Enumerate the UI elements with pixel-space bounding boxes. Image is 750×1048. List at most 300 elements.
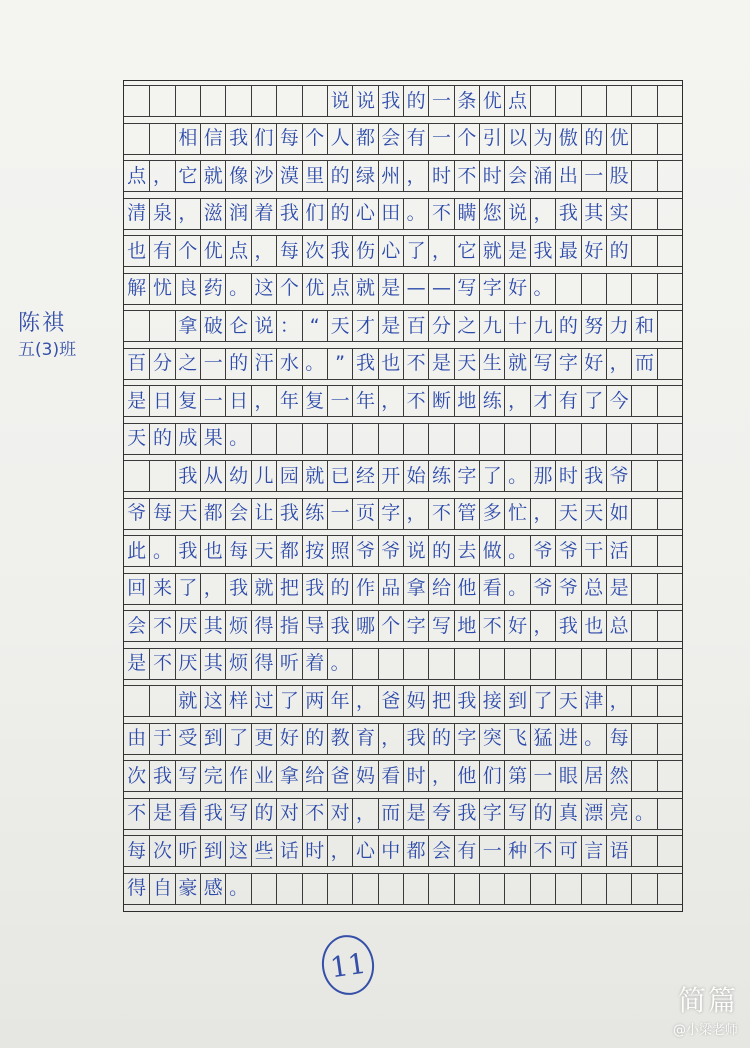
- grid-cell: 对: [327, 799, 352, 829]
- grid-cell: 是: [378, 274, 403, 304]
- grid-cell: 复: [175, 386, 200, 416]
- grid-cell: 。: [149, 536, 174, 566]
- grid-cell: 个: [454, 124, 479, 154]
- grid-cell: 把: [428, 686, 453, 716]
- grid-cell: 一: [200, 386, 225, 416]
- grid-cell: 九: [479, 311, 504, 341]
- grid-cell: 。: [581, 724, 606, 754]
- grid-cell: [631, 536, 656, 566]
- grid-cell: 了: [403, 236, 428, 266]
- grid-cell: 如: [606, 499, 631, 529]
- essay-line: [124, 423, 682, 455]
- grid-cell: 教: [327, 724, 352, 754]
- grid-cell: 天: [127, 427, 147, 449]
- grid-cell: 优: [302, 274, 327, 304]
- grid-cell: 过: [251, 686, 276, 716]
- grid-cell: 好: [276, 724, 301, 754]
- grid-cell: [657, 536, 682, 566]
- grid-cell: 得: [251, 611, 276, 641]
- grid-cell: [657, 236, 682, 266]
- grid-cell: 里: [302, 161, 327, 191]
- grid-cell: 年: [352, 386, 377, 416]
- writing-grid: [123, 80, 683, 912]
- grid-cell: 页: [352, 499, 377, 529]
- grid-cell: 的: [555, 311, 580, 341]
- grid-cell: [581, 424, 606, 454]
- grid-cell: 飞: [504, 724, 529, 754]
- grid-cell: 爸: [327, 761, 352, 791]
- grid-cell: 们: [251, 124, 276, 154]
- grid-cell: 了: [175, 574, 200, 604]
- grid-cell: 信: [200, 124, 225, 154]
- grid-cell: 着: [251, 199, 276, 229]
- grid-cell: 其: [200, 649, 225, 679]
- grid-cell: 爷: [352, 536, 377, 566]
- grid-cell: [403, 874, 428, 904]
- grid-cell: [657, 424, 682, 454]
- grid-cell: 漠: [276, 161, 301, 191]
- grid-cell: 我: [581, 461, 606, 491]
- grid-cell: 亮: [606, 799, 631, 829]
- grid-cell: 每: [225, 536, 250, 566]
- grid-cell: 的: [251, 799, 276, 829]
- grid-cell: 。: [504, 461, 529, 491]
- grid-cell: 涌: [530, 161, 555, 191]
- grid-cell: 猛: [530, 724, 555, 754]
- grid-cell: 写: [530, 349, 555, 379]
- grid-cell: 我: [403, 724, 428, 754]
- grid-cell: 每: [276, 236, 301, 266]
- grid-cell: 是: [428, 349, 453, 379]
- grid-cell: —: [403, 274, 428, 304]
- grid-cell: 由: [127, 727, 147, 749]
- grid-cell: 练: [302, 499, 327, 529]
- grid-cell: [631, 686, 656, 716]
- grid-cell: [606, 874, 631, 904]
- grid-cell: 作: [225, 761, 250, 791]
- grid-cell: 今: [606, 386, 631, 416]
- grid-cell: [378, 424, 403, 454]
- grid-cell: 。: [225, 874, 250, 904]
- grid-cell: 总: [581, 574, 606, 604]
- grid-cell: 了: [479, 461, 504, 491]
- grid-cell: 第: [504, 761, 529, 791]
- grid-cell: 练: [479, 386, 504, 416]
- grid-cell: 解: [127, 277, 147, 299]
- grid-cell: 润: [225, 199, 250, 229]
- grid-cell: 年: [327, 686, 352, 716]
- grid-cell: 不: [428, 499, 453, 529]
- grid-cell: 不: [530, 836, 555, 866]
- grid-cell: 的: [149, 424, 174, 454]
- grid-cell: 总: [606, 611, 631, 641]
- grid-cell: [251, 86, 276, 116]
- grid-cell: [327, 424, 352, 454]
- grid-cell: 和: [631, 311, 656, 341]
- grid-cell: 其: [581, 199, 606, 229]
- grid-cell: —: [428, 274, 453, 304]
- essay-line: [124, 798, 682, 830]
- grid-cell: 字: [555, 349, 580, 379]
- grid-cell: 津: [581, 686, 606, 716]
- grid-cell: 才: [352, 311, 377, 341]
- grid-cell: [657, 386, 682, 416]
- grid-cell: [403, 424, 428, 454]
- grid-cell: 活: [606, 536, 631, 566]
- essay-line: [124, 573, 682, 605]
- grid-cell: 样: [225, 686, 250, 716]
- grid-cell: 爷: [555, 574, 580, 604]
- grid-cell: 点: [225, 236, 250, 266]
- grid-cell: 复: [302, 386, 327, 416]
- grid-cell: 拿: [175, 311, 200, 341]
- grid-cell: 不: [403, 349, 428, 379]
- grid-cell: [581, 649, 606, 679]
- grid-cell: 泉: [149, 199, 174, 229]
- grid-cell: [631, 86, 656, 116]
- grid-cell: 是: [403, 799, 428, 829]
- grid-cell: 都: [403, 836, 428, 866]
- grid-cell: 到: [200, 836, 225, 866]
- grid-cell: [124, 311, 149, 341]
- grid-cell: 点: [327, 274, 352, 304]
- grid-cell: ，: [606, 349, 631, 379]
- grid-cell: [631, 574, 656, 604]
- grid-cell: [657, 836, 682, 866]
- essay-line: [124, 535, 682, 567]
- grid-cell: 字: [454, 724, 479, 754]
- grid-cell: 们: [302, 199, 327, 229]
- grid-cell: 说: [403, 536, 428, 566]
- grid-cell: 那: [530, 461, 555, 491]
- grid-cell: 是: [606, 574, 631, 604]
- grid-cell: 好: [504, 274, 529, 304]
- grid-cell: 他: [454, 761, 479, 791]
- grid-cell: 写: [225, 799, 250, 829]
- grid-cell: 我: [555, 611, 580, 641]
- grid-cell: 次: [149, 836, 174, 866]
- grid-cell: 次: [302, 236, 327, 266]
- grid-cell: [606, 86, 631, 116]
- grid-cell: 都: [200, 499, 225, 529]
- grid-cell: 更: [251, 724, 276, 754]
- grid-cell: [631, 761, 656, 791]
- grid-cell: 着: [302, 649, 327, 679]
- grid-cell: 天: [454, 349, 479, 379]
- grid-cell: 些: [251, 836, 276, 866]
- grid-cell: 中: [378, 836, 403, 866]
- grid-cell: 不: [302, 799, 327, 829]
- grid-cell: 才: [530, 386, 555, 416]
- grid-cell: 滋: [200, 199, 225, 229]
- grid-cell: [657, 86, 682, 116]
- grid-cell: 我: [225, 574, 250, 604]
- grid-cell: ，: [378, 386, 403, 416]
- grid-cell: [378, 874, 403, 904]
- essay-line: [124, 498, 682, 530]
- grid-cell: 爷: [127, 502, 147, 524]
- grid-cell: 的: [327, 199, 352, 229]
- grid-cell: 自: [149, 874, 174, 904]
- grid-cell: 一: [530, 761, 555, 791]
- grid-cell: 。: [504, 574, 529, 604]
- grid-cell: [302, 874, 327, 904]
- grid-cell: 写: [428, 611, 453, 641]
- grid-cell: 州: [378, 161, 403, 191]
- grid-cell: 然: [606, 761, 631, 791]
- watermark: [673, 979, 738, 1038]
- grid-cell: 真: [555, 799, 580, 829]
- grid-cell: [657, 311, 682, 341]
- grid-cell: 不: [149, 649, 174, 679]
- student-name: 陈祺: [18, 311, 67, 336]
- grid-cell: [606, 274, 631, 304]
- grid-cell: 爷: [555, 536, 580, 566]
- grid-cell: 心: [352, 836, 377, 866]
- grid-cell: 天: [327, 311, 352, 341]
- grid-cell: 厌: [175, 649, 200, 679]
- grid-cell: 也: [200, 536, 225, 566]
- grid-cell: [225, 86, 250, 116]
- grid-cell: 就: [200, 161, 225, 191]
- grid-cell: [631, 499, 656, 529]
- grid-cell: [530, 424, 555, 454]
- grid-cell: [555, 274, 580, 304]
- grid-cell: 这: [225, 836, 250, 866]
- essay-line: [124, 460, 682, 492]
- grid-cell: 时: [479, 161, 504, 191]
- grid-cell: 进: [555, 724, 580, 754]
- grid-cell: 百: [403, 311, 428, 341]
- grid-cell: 就: [504, 349, 529, 379]
- grid-cell: [657, 761, 682, 791]
- grid-cell: 次: [127, 764, 147, 787]
- grid-cell: 一: [327, 386, 352, 416]
- grid-cell: 来: [149, 574, 174, 604]
- grid-cell: [657, 274, 682, 304]
- grid-cell: ，: [530, 611, 555, 641]
- grid-cell: [200, 86, 225, 116]
- grid-cell: 会: [225, 499, 250, 529]
- grid-cell: 瞒: [454, 199, 479, 229]
- grid-cell: 水: [276, 349, 301, 379]
- grid-cell: [403, 649, 428, 679]
- grid-cell: [631, 161, 656, 191]
- grid-cell: [631, 724, 656, 754]
- grid-cell: ，: [251, 386, 276, 416]
- grid-cell: 的: [327, 574, 352, 604]
- grid-cell: 我: [175, 461, 200, 491]
- grid-cell: 多: [479, 499, 504, 529]
- grid-cell: 看: [479, 574, 504, 604]
- grid-cell: 傲: [555, 124, 580, 154]
- grid-cell: [352, 649, 377, 679]
- grid-cell: 了: [276, 686, 301, 716]
- grid-cell: [251, 424, 276, 454]
- grid-cell: [631, 649, 656, 679]
- grid-cell: 良: [175, 274, 200, 304]
- page-number: 11: [318, 932, 378, 999]
- grid-cell: [631, 124, 656, 154]
- grid-cell: 字: [403, 611, 428, 641]
- grid-cell: 优: [606, 124, 631, 154]
- grid-cell: 导: [302, 611, 327, 641]
- grid-cell: [631, 461, 656, 491]
- grid-cell: 的: [327, 161, 352, 191]
- grid-cell: 时: [428, 161, 453, 191]
- grid-cell: 园: [276, 461, 301, 491]
- grid-cell: 我: [302, 574, 327, 604]
- grid-cell: 我: [327, 611, 352, 641]
- grid-cell: [631, 611, 656, 641]
- grid-cell: [149, 86, 174, 116]
- grid-cell: ，: [378, 724, 403, 754]
- grid-cell: 完: [200, 761, 225, 791]
- grid-cell: 九: [530, 311, 555, 341]
- grid-cell: [555, 874, 580, 904]
- grid-cell: 就: [251, 574, 276, 604]
- grid-cell: 我: [352, 349, 377, 379]
- grid-cell: 到: [200, 724, 225, 754]
- grid-cell: 会: [378, 124, 403, 154]
- grid-cell: 好: [581, 349, 606, 379]
- essay-line: [124, 235, 682, 267]
- grid-cell: 股: [606, 161, 631, 191]
- grid-cell: 每: [606, 724, 631, 754]
- grid-cell: [352, 874, 377, 904]
- grid-cell: [149, 461, 174, 491]
- grid-cell: ，: [251, 236, 276, 266]
- grid-cell: 育: [352, 724, 377, 754]
- grid-cell: 会: [504, 161, 529, 191]
- grid-cell: [606, 649, 631, 679]
- grid-cell: [657, 161, 682, 191]
- grid-cell: [657, 724, 682, 754]
- grid-cell: 不: [454, 161, 479, 191]
- grid-cell: 心: [378, 236, 403, 266]
- grid-cell: 写: [504, 799, 529, 829]
- grid-cell: [149, 311, 174, 341]
- grid-cell: 实: [606, 199, 631, 229]
- essay-line: [124, 835, 682, 867]
- grid-cell: 天: [555, 499, 580, 529]
- grid-cell: [530, 649, 555, 679]
- grid-cell: 我: [327, 236, 352, 266]
- grid-cell: 言: [581, 836, 606, 866]
- grid-cell: ：: [276, 311, 301, 341]
- grid-cell: 爷: [378, 536, 403, 566]
- grid-cell: 爷: [530, 536, 555, 566]
- essay-line: [124, 198, 682, 230]
- grid-cell: 回: [127, 577, 147, 599]
- grid-cell: [124, 86, 149, 116]
- watermark-brand: 简篇: [677, 984, 738, 1017]
- grid-cell: [606, 424, 631, 454]
- grid-cell: 我: [378, 86, 403, 116]
- grid-cell: 字: [454, 461, 479, 491]
- grid-cell: [428, 874, 453, 904]
- grid-cell: 幼: [225, 461, 250, 491]
- grid-cell: 的: [530, 799, 555, 829]
- grid-cell: 个: [302, 124, 327, 154]
- grid-cell: [352, 424, 377, 454]
- grid-cell: 个: [276, 274, 301, 304]
- grid-cell: [581, 274, 606, 304]
- grid-cell: 烦: [225, 649, 250, 679]
- grid-cell: 是: [504, 236, 529, 266]
- student-name-note: [18, 310, 76, 361]
- grid-cell: 年: [276, 386, 301, 416]
- essay-line: [124, 648, 682, 680]
- grid-cell: 忧: [149, 274, 174, 304]
- grid-cell: 条: [454, 86, 479, 116]
- grid-cell: 就: [352, 274, 377, 304]
- grid-cell: 业: [251, 761, 276, 791]
- grid-cell: [631, 424, 656, 454]
- grid-cell: 做: [479, 536, 504, 566]
- grid-cell: 写: [175, 761, 200, 791]
- grid-cell: ，: [606, 686, 631, 716]
- grid-cell: 指: [276, 611, 301, 641]
- essay-line: [124, 760, 682, 792]
- grid-cell: 。: [403, 199, 428, 229]
- grid-cell: 我: [454, 686, 479, 716]
- grid-cell: 是: [149, 799, 174, 829]
- grid-cell: [657, 574, 682, 604]
- grid-cell: 分: [149, 349, 174, 379]
- grid-cell: 以: [504, 124, 529, 154]
- grid-cell: 儿: [251, 461, 276, 491]
- grid-cell: 出: [555, 161, 580, 191]
- grid-cell: 得: [251, 649, 276, 679]
- grid-cell: [454, 649, 479, 679]
- grid-cell: 拿: [276, 761, 301, 791]
- grid-cell: 。: [504, 536, 529, 566]
- grid-cell: 百: [127, 352, 147, 374]
- grid-cell: [555, 86, 580, 116]
- grid-cell: 给: [302, 761, 327, 791]
- grid-cell: [657, 461, 682, 491]
- grid-cell: 每: [127, 839, 147, 862]
- grid-cell: 两: [302, 686, 327, 716]
- grid-cell: 之: [454, 311, 479, 341]
- grid-cell: 已: [327, 461, 352, 491]
- grid-cell: [631, 236, 656, 266]
- grid-cell: 种: [504, 836, 529, 866]
- grid-cell: 时: [403, 761, 428, 791]
- grid-cell: 就: [302, 461, 327, 491]
- grid-cell: 也: [378, 349, 403, 379]
- grid-cell: 妈: [352, 761, 377, 791]
- grid-cell: 天: [175, 499, 200, 529]
- grid-cell: 按: [302, 536, 327, 566]
- grid-cell: [657, 199, 682, 229]
- grid-cell: ”: [327, 349, 352, 379]
- grid-cell: ，: [352, 686, 377, 716]
- grid-cell: 经: [352, 461, 377, 491]
- grid-cell: [479, 649, 504, 679]
- grid-cell: 您: [479, 199, 504, 229]
- grid-cell: 我: [276, 199, 301, 229]
- grid-cell: 这: [200, 686, 225, 716]
- grid-cell: 们: [479, 761, 504, 791]
- grid-cell: 优: [200, 236, 225, 266]
- grid-cell: ，: [530, 499, 555, 529]
- grid-cell: 天: [555, 686, 580, 716]
- essay-line: [124, 160, 682, 192]
- grid-cell: [657, 611, 682, 641]
- grid-cell: 也: [127, 239, 147, 262]
